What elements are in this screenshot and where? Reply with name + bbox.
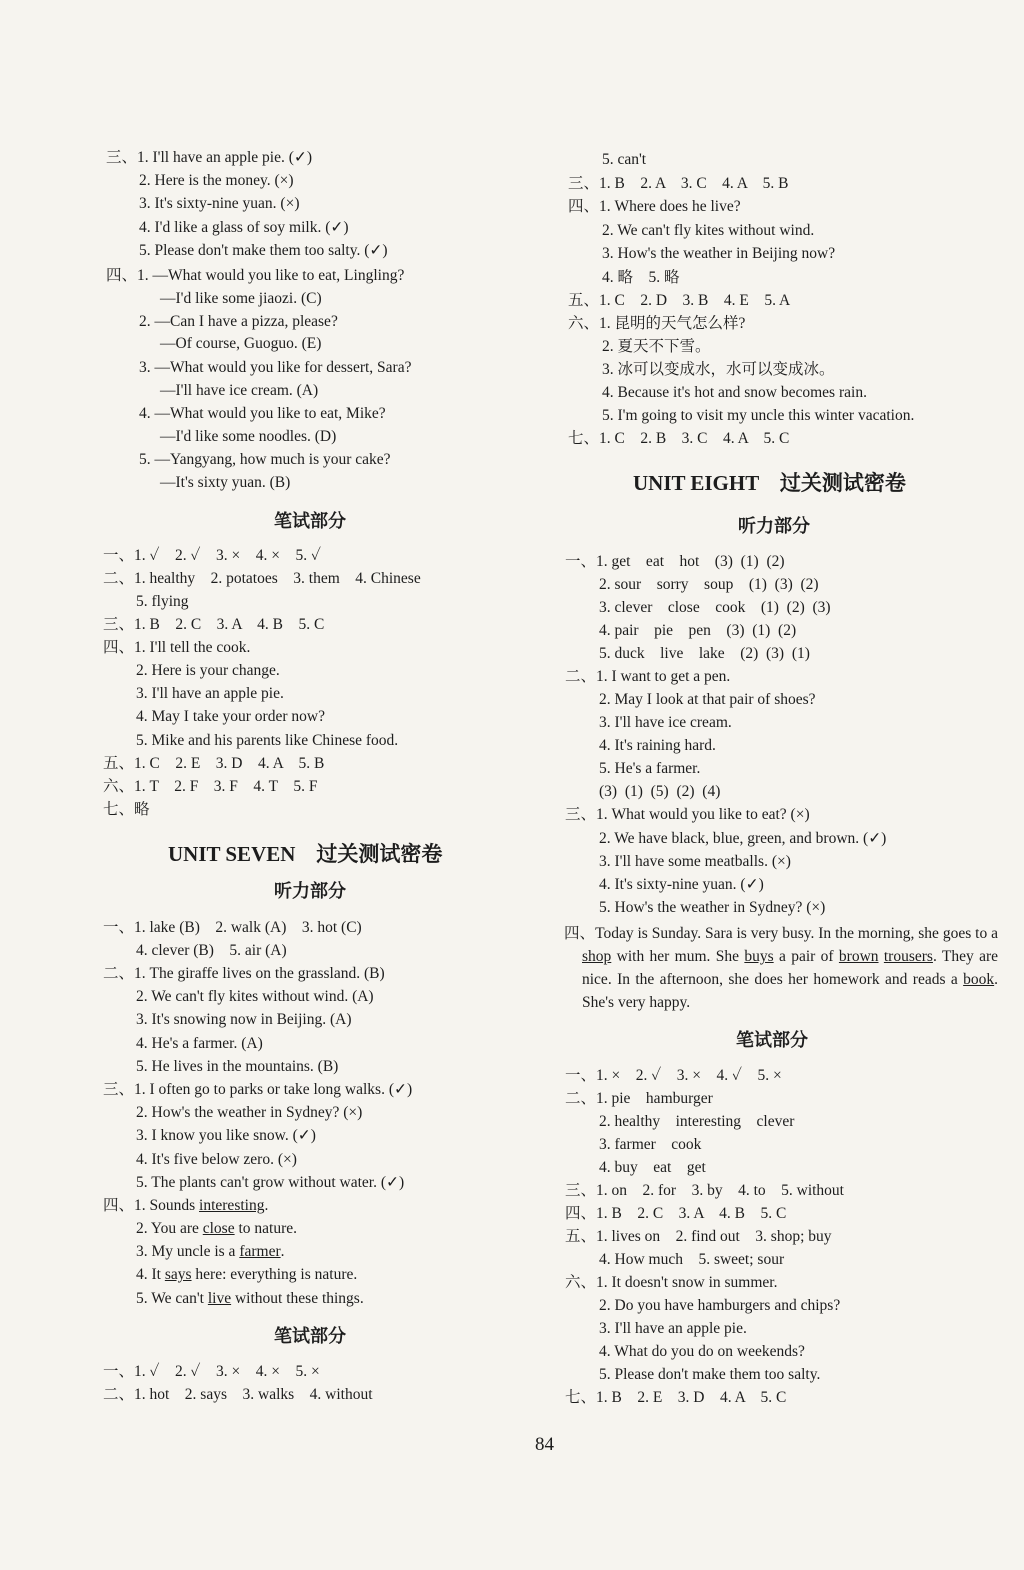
answer-line: 5. He lives in the mountains. (B) [136, 1058, 339, 1075]
answer-line: 3. farmer cook [599, 1136, 702, 1153]
underlined-answer: trousers [883, 948, 933, 965]
answer-line: 4. I'd like a glass of soy milk. (✓) [139, 219, 349, 236]
answer-line: 5. Please don't make them too salty. (✓) [139, 242, 388, 259]
answer-line: 5. —Yangyang, how much is your cake? [139, 451, 391, 468]
answer-line: 六、1. 昆明的天气怎么样? [568, 315, 746, 332]
section-heading: 听力部分 [738, 516, 810, 537]
underlined-answer: buys [744, 948, 774, 965]
text: 5. We can't [136, 1290, 208, 1307]
answer-line: 三、1. on 2. for 3. by 4. to 5. without [565, 1182, 844, 1199]
text: 四、1. Sounds [103, 1197, 200, 1214]
answer-line: 3. clever close cook (1) (2) (3) [599, 599, 831, 616]
answer-line: 3. How's the weather in Beijing now? [602, 245, 836, 262]
answer-line: 3. I know you like snow. (✓) [136, 1127, 316, 1144]
underlined-answer: brown [838, 948, 879, 965]
passage-answer [564, 922, 999, 1014]
answer-line: 3. —What would you like for dessert, Sara? [139, 359, 412, 376]
text: . [280, 1243, 285, 1260]
answer-line: 一、1. × 2. ✓ 3. × 4. ✓ 5. × [565, 1067, 782, 1084]
answer-line: 2. Here is your change. [136, 662, 280, 679]
answer-line: 三、1. I often go to parks or take long walks. (✓) [103, 1081, 413, 1098]
page-number: 84 [535, 1434, 554, 1455]
underlined-answer: says [164, 1266, 192, 1283]
answer-line [103, 1196, 268, 1216]
underlined-answer: interesting [199, 1197, 265, 1214]
underlined-answer: farmer [239, 1243, 281, 1260]
answer-line: 4. —What would you like to eat, Mike? [139, 405, 386, 422]
answer-line: 七、略 [103, 801, 150, 818]
answer-line: 4. clever (B) 5. air (A) [136, 942, 287, 959]
text: 3. My uncle is a [136, 1243, 240, 1260]
unit-eight-title: UNIT EIGHT 过关测试密卷 [633, 471, 906, 495]
answer-line: (3) (1) (5) (2) (4) [599, 783, 721, 800]
answer-line: —I'd like some noodles. (D) [160, 428, 337, 445]
answer-line: 4. pair pie pen (3) (1) (2) [599, 622, 797, 639]
answer-line: 二、1. pie hamburger [565, 1090, 713, 1107]
answer-line: 一、1. ✓ 2. ✓ 3. × 4. × 5. × [103, 1363, 320, 1380]
answer-line: 5. The plants can't grow without water. (✓) [136, 1174, 405, 1191]
answer-line: 2. Here is the money. (×) [139, 172, 294, 189]
answer-line: 3. I'll have ice cream. [599, 714, 732, 731]
answer-line: 五、1. C 2. D 3. B 4. E 5. A [568, 292, 791, 309]
answer-line: 4. 略 5. 略 [602, 269, 680, 286]
answer-line: 2. healthy interesting clever [599, 1113, 795, 1130]
answer-line: 5. can't [602, 151, 647, 168]
answer-line: 一、1. get eat hot (3) (1) (2) [565, 553, 785, 570]
answer-line: 二、1. healthy 2. potatoes 3. them 4. Chinese [103, 570, 421, 587]
answer-line: 5. How's the weather in Sydney? (×) [599, 899, 826, 916]
answer-line: 2. Do you have hamburgers and chips? [599, 1297, 841, 1314]
answer-line: 4. buy eat get [599, 1159, 706, 1176]
text: with her mum. She [611, 948, 745, 965]
text: 四、Today is Sunday. Sara is very busy. In the morning, she goes to a [564, 925, 998, 942]
answer-line: 七、1. B 2. E 3. D 4. A 5. C [565, 1389, 787, 1406]
answer-line: 三、1. I'll have an apple pie. (✓) [106, 149, 313, 166]
underlined-answer: book [963, 971, 995, 988]
answer-line: 一、1. lake (B) 2. walk (A) 3. hot (C) [103, 919, 362, 936]
answer-line: 四、1. Where does he live? [568, 198, 741, 215]
answer-line: 六、1. T 2. F 3. F 4. T 5. F [103, 778, 318, 795]
answer-line: 2. How's the weather in Sydney? (×) [136, 1104, 363, 1121]
text: 2. You are [136, 1220, 203, 1237]
answer-line: 4. He's a farmer. (A) [136, 1035, 263, 1052]
section-heading: 笔试部分 [274, 511, 346, 532]
answer-line: —Of course, Guoguo. (E) [160, 335, 322, 352]
text: . She's very happy. [582, 971, 998, 1011]
answer-line: 3. It's sixty-nine yuan. (×) [139, 195, 300, 212]
answer-line [136, 1242, 285, 1262]
answer-line: 3. I'll have an apple pie. [599, 1320, 747, 1337]
answer-line: —It's sixty yuan. (B) [160, 474, 291, 491]
answer-line: 一、1. ✓ 2. ✓ 3. × 4. × 5. ✓ [103, 547, 321, 564]
answer-line [136, 1219, 297, 1239]
answer-line: 2. sour sorry soup (1) (3) (2) [599, 576, 819, 593]
answer-line: 四、1. —What would you like to eat, Lingling? [106, 267, 405, 284]
text: here: everything is nature. [191, 1266, 358, 1283]
answer-line [136, 1289, 364, 1309]
section-heading: 听力部分 [274, 881, 346, 902]
answer-line: —I'll have ice cream. (A) [160, 382, 319, 399]
answer-line: 二、1. The giraffe lives on the grassland. (B) [103, 965, 385, 982]
answer-line: 4. What do you do on weekends? [599, 1343, 805, 1360]
text: to nature. [234, 1220, 298, 1237]
answer-line: 4. It's raining hard. [599, 737, 716, 754]
underlined-answer: close [202, 1220, 235, 1237]
answer-line: 三、1. What would you like to eat? (×) [565, 806, 810, 823]
answer-line: 四、1. B 2. C 3. A 4. B 5. C [565, 1205, 787, 1222]
underlined-answer: shop [582, 948, 612, 965]
text: 4. It [136, 1266, 165, 1283]
answer-line: 2. We have black, blue, green, and brown. (✓) [599, 830, 887, 847]
answer-line: 3. I'll have some meatballs. (×) [599, 853, 791, 870]
answer-line: 三、1. B 2. A 3. C 4. A 5. B [568, 175, 789, 192]
answer-line: 2. 夏天不下雪。 [602, 338, 711, 355]
underlined-answer: live [207, 1290, 232, 1307]
answer-line: 3. I'll have an apple pie. [136, 685, 284, 702]
answer-line: 4. May I take your order now? [136, 708, 325, 725]
answer-line: 5. He's a farmer. [599, 760, 701, 777]
text: without these things. [231, 1290, 364, 1307]
answer-line: 5. Mike and his parents like Chinese food. [136, 732, 399, 749]
answer-line: 4. It's five below zero. (×) [136, 1151, 297, 1168]
answer-line [136, 1265, 357, 1285]
section-heading: 笔试部分 [736, 1030, 808, 1051]
answer-line: 二、1. hot 2. says 3. walks 4. without [103, 1386, 373, 1403]
answer-line: 4. It's sixty-nine yuan. (✓) [599, 876, 764, 893]
answer-line: 5. Please don't make them too salty. [599, 1366, 821, 1383]
answer-line: 2. May I look at that pair of shoes? [599, 691, 816, 708]
answer-line: 二、1. I want to get a pen. [565, 668, 731, 685]
answer-line: 五、1. lives on 2. find out 3. shop; buy [565, 1228, 832, 1245]
answer-line: 4. Because it's hot and snow becomes rain. [602, 384, 867, 401]
answer-line: 3. It's snowing now in Beijing. (A) [136, 1011, 352, 1028]
answer-line: 5. flying [136, 593, 189, 610]
answer-line: —I'd like some jiaozi. (C) [160, 290, 322, 307]
answer-line: 五、1. C 2. E 3. D 4. A 5. B [103, 755, 325, 772]
answer-line: 2. We can't fly kites without wind. [602, 222, 815, 239]
answer-line: 七、1. C 2. B 3. C 4. A 5. C [568, 430, 790, 447]
answer-line: 4. How much 5. sweet; sour [599, 1251, 785, 1268]
answer-line: 四、1. I'll tell the cook. [103, 639, 251, 656]
answer-line: 六、1. It doesn't snow in summer. [565, 1274, 778, 1291]
answer-line: 5. I'm going to visit my uncle this winter vacation. [602, 407, 915, 424]
answer-line: 5. duck live lake (2) (3) (1) [599, 645, 810, 662]
text: a pair of [773, 948, 839, 965]
text: . [264, 1197, 269, 1214]
answer-line: 3. 冰可以变成水，水可以变成冰。 [602, 361, 835, 378]
unit-seven-title: UNIT SEVEN 过关测试密卷 [168, 842, 443, 866]
text: . They are nice. In the afternoon, she does her homework and reads a [582, 948, 999, 988]
answer-line: 三、1. B 2. C 3. A 4. B 5. C [103, 616, 325, 633]
answer-line: 2. We can't fly kites without wind. (A) [136, 988, 374, 1005]
section-heading: 笔试部分 [274, 1326, 346, 1347]
answer-line: 2. —Can I have a pizza, please? [139, 313, 338, 330]
